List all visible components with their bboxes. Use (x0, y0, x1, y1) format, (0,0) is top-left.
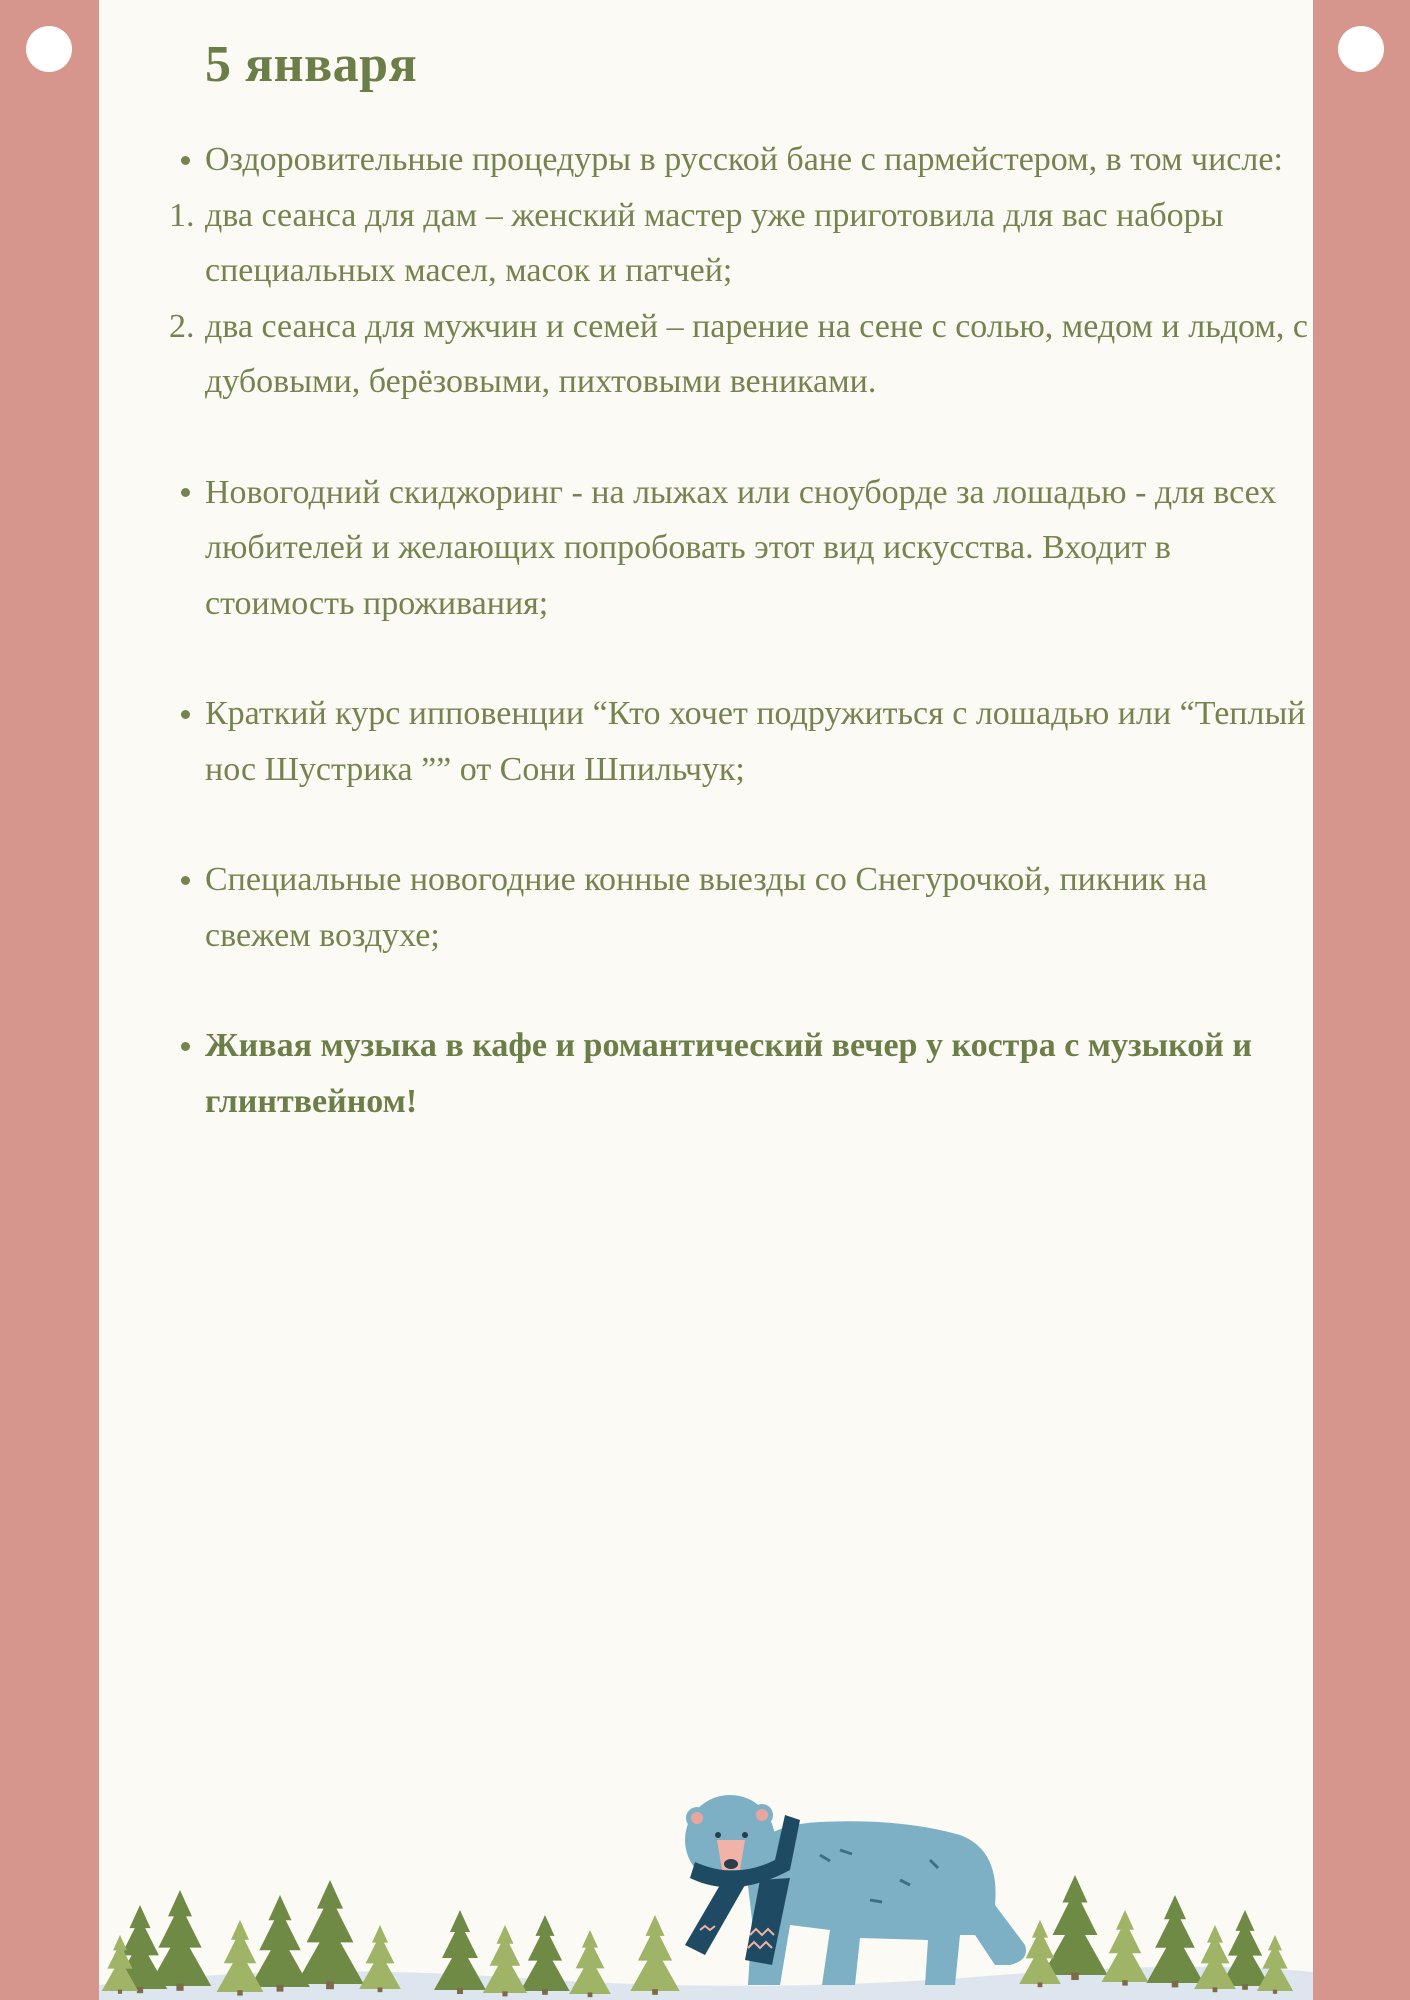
bullet-icon (165, 686, 205, 742)
list-item-text: Специальные новогодние конные выезды со Снегурочкой, пикник на свежем воздухе; (205, 861, 1208, 954)
list-item-text: Новогодний скиджоринг - на лыжах или сноуборде за лошадью - для всех любителей и желающих попробовать этот вид искусства. Входит в стоимость проживания; (205, 473, 1277, 622)
numbered-item-text: два сеанса для дам – женский мастер уже приготовила для вас наборы специальных масел, масок и патчей; (205, 196, 1224, 289)
list-item-text: Живая музыка в кафе и романтический вечер у костра с музыкой и глинтвейном! (205, 1027, 1252, 1120)
list-item-course (165, 686, 1315, 797)
list-item-skijoring (165, 465, 1315, 632)
bullet-icon (165, 852, 205, 908)
numbered-item-men (165, 299, 1315, 410)
binder-hole-left (26, 26, 72, 72)
list-item-text: Оздоровительные процедуры в русской бане с пармейстером, в том числе: (205, 141, 1283, 178)
binder-hole-right (1338, 26, 1384, 72)
list-item-horse-rides (165, 852, 1315, 963)
item-number: 2. (169, 307, 195, 345)
event-list (165, 132, 1315, 1129)
list-item-banya (165, 132, 1315, 188)
item-number: 1. (169, 196, 195, 234)
bullet-icon (165, 1018, 205, 1074)
bullet-icon (165, 132, 205, 188)
list-item-text: Краткий курс иппoвенции “Кто хочет подружиться с лошадью или “Теплый нос Шустрика ”” от Сони Шпильчук; (205, 695, 1306, 788)
numbered-item-ladies (165, 188, 1315, 299)
bullet-icon (165, 465, 205, 521)
page-title: 5 января (205, 36, 418, 93)
list-item-live-music (165, 1018, 1315, 1129)
numbered-item-text: два сеанса для мужчин и семей – парение на сене с солью, медом и льдом, с дубовыми, берёзовыми, пихтовыми вениками. (205, 307, 1308, 400)
